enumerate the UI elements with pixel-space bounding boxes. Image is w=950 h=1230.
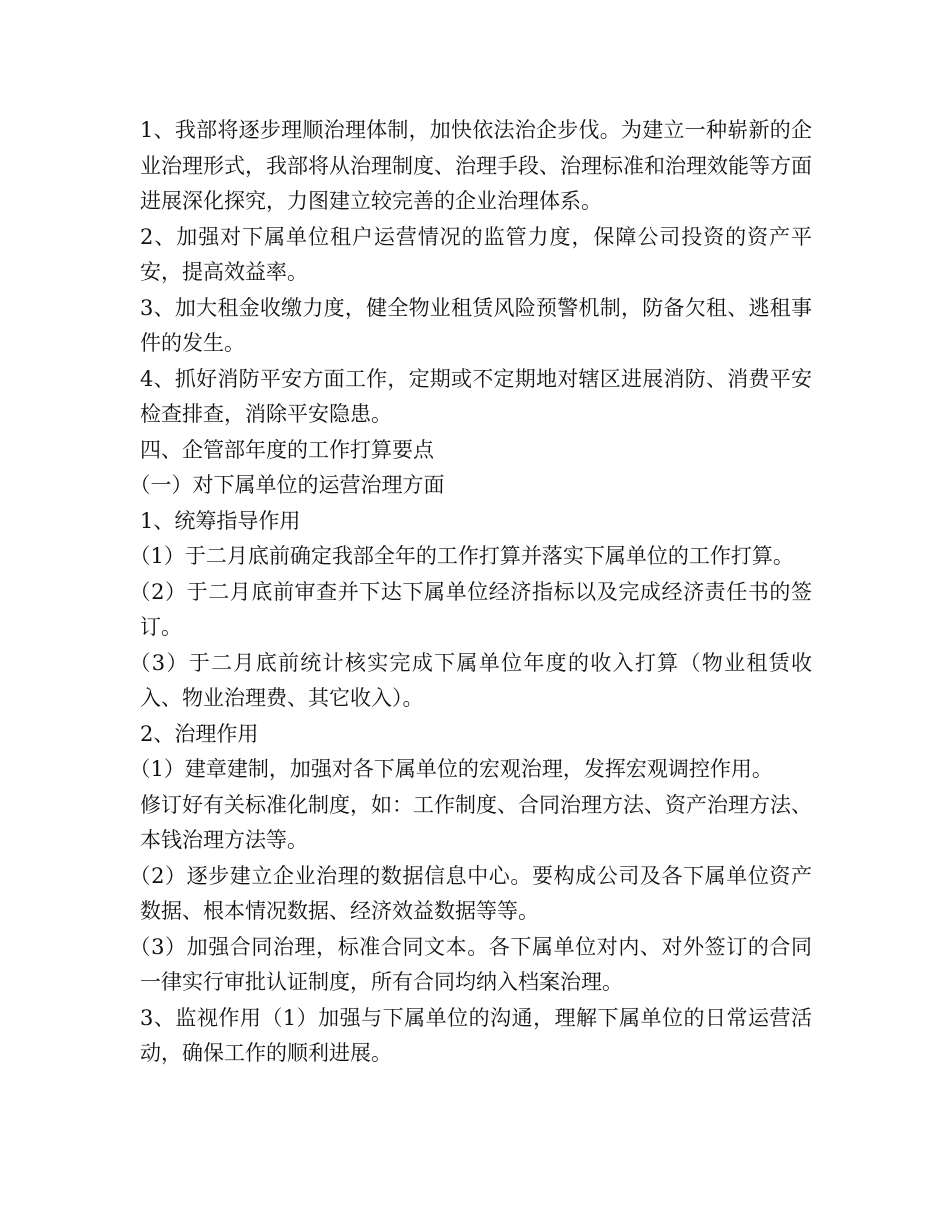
paragraph-2: 2、加强对下属单位租户运营情况的监管力度，保障公司投资的资产平安，提高效益率。 — [140, 224, 812, 284]
item-heading-1: 1、统筹指导作用 — [140, 508, 301, 533]
paragraph-item-3: 3、监视作用（1）加强与下属单位的沟通，理解下属单位的日常运营活动，确保工作的顺利进展。 — [140, 1005, 812, 1065]
item-heading-2: 2、治理作用 — [140, 721, 259, 746]
subsection-heading-1: （一）对下属单位的运营治理方面 — [129, 473, 445, 497]
section-heading-4: 四、企管部年度的工作打算要点 — [140, 437, 434, 462]
paragraph-4: 4、抓好消防平安方面工作，定期或不定期地对辖区进展消防、消费平安检查排查，消除平安隐患。 — [140, 366, 812, 426]
paragraph-item-1-3: （3）于二月底前统计核实完成下属单位年度的收入打算（物业租赁收入、物业治理费、其它收入）。 — [129, 650, 812, 710]
paragraph-3: 3、加大租金收缴力度，健全物业租赁风险预警机制，防备欠租、逃租事件的发生。 — [140, 295, 812, 355]
document-body — [129, 113, 812, 1072]
paragraph-item-1-2: （2）于二月底前审查并下达下属单位经济指标以及完成经济责任书的签订。 — [129, 579, 812, 639]
paragraph-1: 1、我部将逐步理顺治理体制，加快依法治企步伐。为建立一种崭新的企业治理形式，我部将从治理制度、治理手段、治理标准和治理效能等方面进展深化探究，力图建立较完善的企业治理体系。 — [140, 118, 812, 213]
paragraph-item-1-1: （1）于二月底前确定我部全年的工作打算并落实下属单位的工作打算。 — [129, 544, 794, 568]
paragraph-item-2-2: （2）逐步建立企业治理的数据信息中心。要构成公司及各下属单位资产数据、根本情况数据、经济效益数据等等。 — [129, 863, 812, 923]
paragraph-item-2-1: （1）建章建制，加强对各下属单位的宏观治理，发挥宏观调控作用。 — [129, 757, 773, 781]
paragraph-item-2-3: （3）加强合同治理，标准合同文本。各下属单位对内、对外签订的合同一律实行审批认证制度，所有合同均纳入档案治理。 — [129, 934, 812, 994]
paragraph-item-2-1-cont: 修订好有关标准化制度，如：工作制度、合同治理方法、资产治理方法、本钱治理方法等。 — [140, 792, 812, 852]
